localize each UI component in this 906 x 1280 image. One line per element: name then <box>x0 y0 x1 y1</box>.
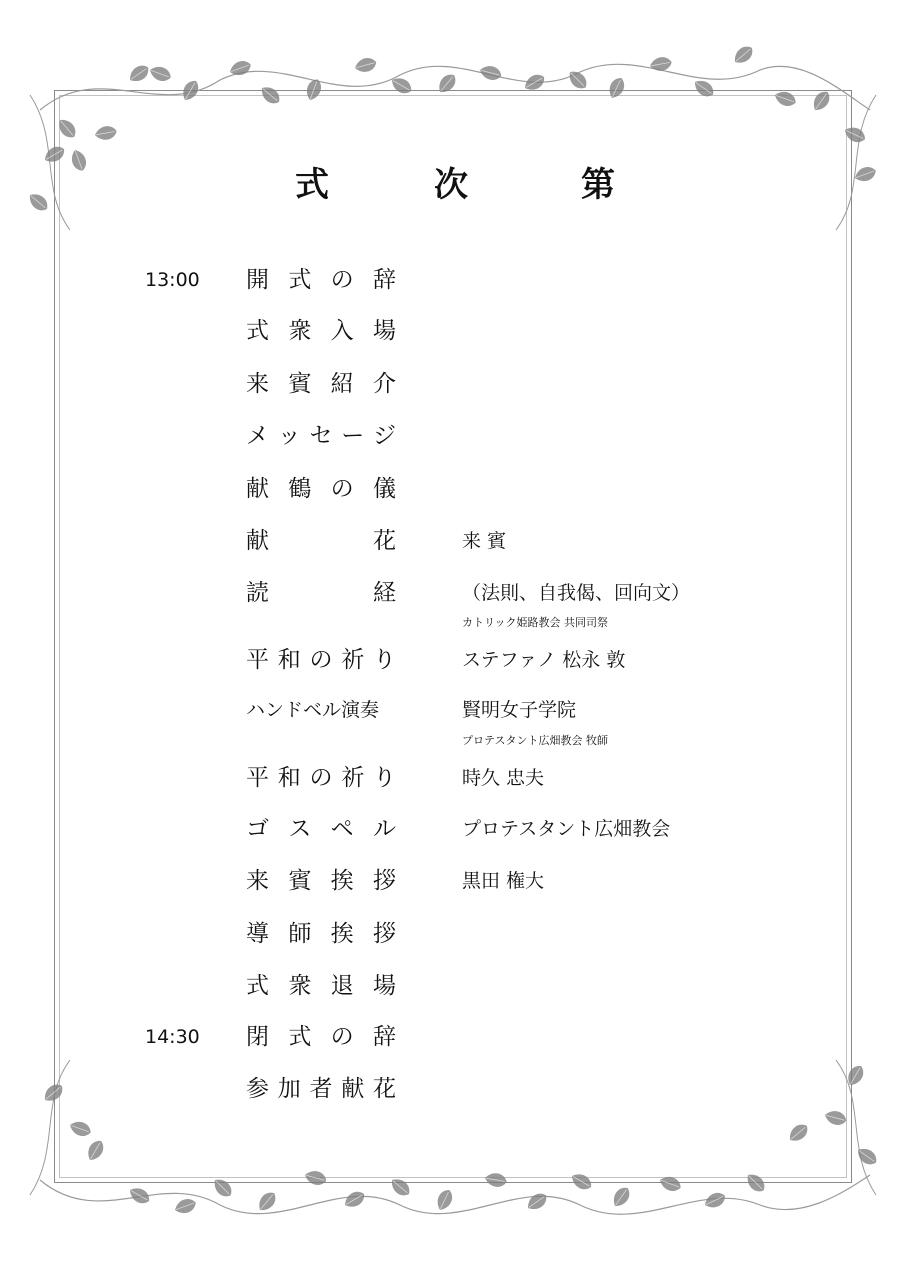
schedule-item-char: ジ <box>373 423 396 449</box>
title-char: 第 <box>581 165 615 205</box>
schedule-item-char: の <box>330 267 354 293</box>
schedule-item-char: 式 <box>246 973 269 999</box>
schedule-item-char: 挨 <box>330 921 354 947</box>
schedule-item <box>246 313 396 349</box>
schedule-item-char: の <box>309 765 333 791</box>
schedule-item-char: 拶 <box>372 921 396 947</box>
schedule-item-char: ゴ <box>246 816 269 842</box>
schedule-note: カトリック姫路教会 共同司祭 <box>462 616 609 629</box>
schedule-row <box>0 616 906 680</box>
schedule-detail: 来 賓 <box>462 530 507 552</box>
schedule-item-char: 場 <box>372 973 396 999</box>
schedule-item-char: 参 <box>246 1076 269 1102</box>
schedule-row <box>0 521 906 561</box>
schedule-row <box>0 690 906 730</box>
schedule-item-char: 辞 <box>372 267 396 293</box>
schedule-item-char: 平 <box>246 765 269 791</box>
schedule-item-char: 花 <box>373 528 396 554</box>
schedule-item-char: ル <box>372 816 396 842</box>
schedule-item <box>246 863 396 899</box>
schedule-item-char: の <box>330 476 354 502</box>
schedule-item-char: 拶 <box>372 868 396 894</box>
schedule-item-char: 導 <box>246 921 269 947</box>
schedule-item <box>246 1071 396 1107</box>
schedule-detail: プロテスタント広畑教会 <box>462 818 671 840</box>
schedule-item-char: 式 <box>288 1024 312 1050</box>
schedule-row <box>0 1017 906 1057</box>
schedule-item-char: 加 <box>277 1076 301 1102</box>
schedule-item-char: 衆 <box>288 318 312 344</box>
schedule-row <box>0 1069 906 1109</box>
schedule-item-char: の <box>330 1024 354 1050</box>
schedule-item-char: ッ <box>277 423 301 449</box>
schedule-item-char: 場 <box>372 318 396 344</box>
title-char: 次 <box>434 165 468 205</box>
schedule-item-char: 開 <box>246 267 269 293</box>
schedule-item <box>246 418 396 454</box>
schedule-item-char: 和 <box>277 647 301 673</box>
schedule-item-char: 介 <box>372 371 396 397</box>
schedule-item-char: 献 <box>246 528 269 554</box>
title-char: 式 <box>295 165 329 205</box>
schedule-item-char: 祈 <box>341 765 365 791</box>
schedule-item <box>246 760 396 796</box>
schedule-item <box>246 575 396 611</box>
schedule-item-char: 鶴 <box>288 476 312 502</box>
schedule-item-char: 儀 <box>372 476 396 502</box>
schedule-item <box>246 916 396 952</box>
schedule-row <box>0 966 906 1006</box>
schedule-row <box>0 914 906 954</box>
schedule-row <box>0 809 906 849</box>
schedule-row <box>0 861 906 901</box>
schedule-item <box>246 471 396 507</box>
schedule-row <box>0 734 906 798</box>
schedule-item <box>246 1019 396 1055</box>
schedule-item-char: ス <box>288 816 312 842</box>
schedule-detail: 賢明女子学院 <box>462 699 577 721</box>
schedule-item-char: 来 <box>246 868 269 894</box>
schedule-item-char: 挨 <box>330 868 354 894</box>
schedule-item-char: 和 <box>277 765 301 791</box>
schedule-item-char: ペ <box>330 816 354 842</box>
schedule-item: ハンドベル演奏 <box>246 699 380 721</box>
schedule-item-char: 辞 <box>372 1024 396 1050</box>
schedule-item-char: り <box>373 765 396 791</box>
schedule-item-char: セ <box>309 423 333 449</box>
schedule-item-char: ー <box>341 423 365 449</box>
schedule-item-char: 賓 <box>288 371 312 397</box>
schedule-item-char: 平 <box>246 647 269 673</box>
schedule-row <box>0 416 906 456</box>
schedule-item-char: 経 <box>373 580 396 606</box>
schedule-item-char: 入 <box>330 318 354 344</box>
schedule-item-char: 紹 <box>330 371 354 397</box>
schedule-row <box>0 311 906 351</box>
schedule-detail: ステファノ 松永 敦 <box>462 649 626 671</box>
schedule-row <box>0 469 906 509</box>
schedule-item <box>246 811 396 847</box>
schedule-item-char: の <box>309 647 333 673</box>
schedule-detail: 黒田 権大 <box>462 870 545 892</box>
schedule-row <box>0 573 906 613</box>
schedule-item-char: 閉 <box>246 1024 269 1050</box>
schedule-item-char: 師 <box>288 921 312 947</box>
schedule-item <box>246 523 396 559</box>
schedule-detail: 時久 忠夫 <box>462 767 545 789</box>
schedule-item-char: 者 <box>309 1076 333 1102</box>
schedule-item-char: 賓 <box>288 868 312 894</box>
schedule-item-char: 献 <box>246 476 269 502</box>
schedule-item <box>246 968 396 1004</box>
schedule-item-char: 来 <box>246 371 269 397</box>
schedule-row <box>0 260 906 300</box>
schedule-item <box>246 366 396 402</box>
schedule-detail: （法則、自我偈、回向文） <box>462 582 691 604</box>
schedule-item-char: り <box>373 647 396 673</box>
schedule-item <box>246 262 396 298</box>
page-title <box>200 160 700 210</box>
schedule-row <box>0 364 906 404</box>
schedule-item-char: 花 <box>373 1076 396 1102</box>
schedule-note: プロテスタント広畑教会 牧師 <box>462 734 609 747</box>
schedule-item-char: メ <box>246 423 269 449</box>
schedule-item-char: 献 <box>341 1076 365 1102</box>
schedule-item-char: 祈 <box>341 647 365 673</box>
schedule-time: 13:00 <box>145 269 200 291</box>
schedule-item <box>246 642 396 678</box>
schedule-item-char: 式 <box>246 318 269 344</box>
schedule-item-char: 衆 <box>288 973 312 999</box>
schedule-item-char: 式 <box>288 267 312 293</box>
schedule-item-char: 退 <box>330 973 354 999</box>
schedule-time: 14:30 <box>145 1026 200 1048</box>
schedule-item-char: 読 <box>246 580 269 606</box>
